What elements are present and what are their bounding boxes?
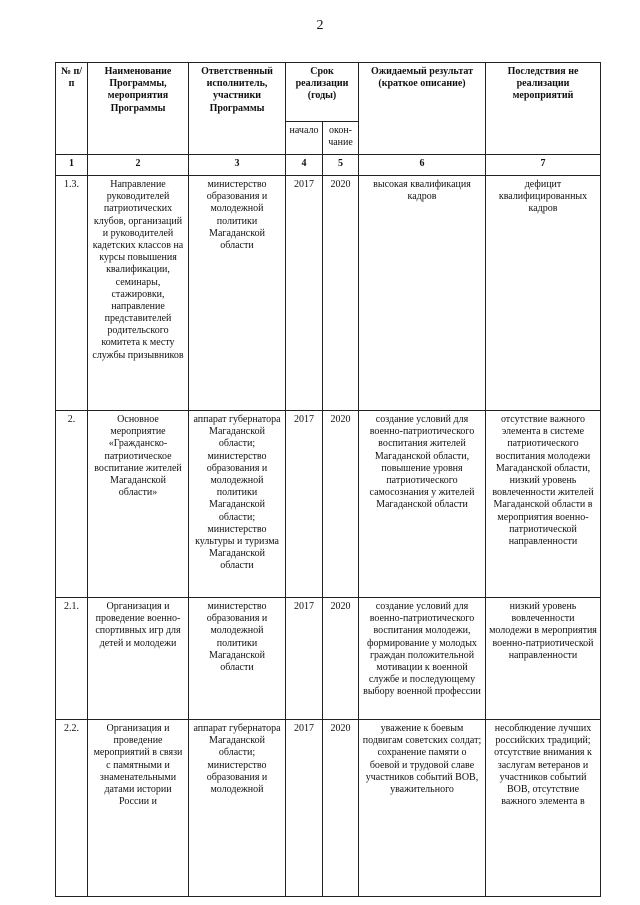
header-executor: Ответственный исполнитель, участники Программы [189, 63, 286, 155]
row-start: 2017 [286, 176, 323, 411]
column-number: 5 [323, 155, 359, 176]
column-number: 7 [486, 155, 601, 176]
header-end: окон-чание [323, 122, 359, 155]
row-result: создание условий для военно-патриотического воспитания молодежи, формирование у молодых граждан положительной мотивации к военной службе и последующему выбору военной профессии [359, 598, 486, 720]
row-start: 2017 [286, 720, 323, 897]
row-end: 2020 [323, 176, 359, 411]
table-row [56, 598, 601, 720]
header-consequence: Последствия не реализации мероприятий [486, 63, 601, 155]
row-executor: аппарат губернатора Магаданской области; министерство образования и молодежной политики Магаданской области; министерство культуры и туризма Магаданской области [189, 411, 286, 598]
row-name: Направление руководителей патриотических клубов, организаций и руководителей кадетских классов на курсы повышения квалификации, семинары, стажировки, направление представителей родительского комитета к месту службы призывников [88, 176, 189, 411]
row-number: 2.1. [56, 598, 88, 720]
row-name: Организация и проведение мероприятий в связи с памятными и знаменательными датами истории России и [88, 720, 189, 897]
row-result: создание условий для военно-патриотического воспитания жителей Магаданской области, повышение уровня патриотического самосознания у жителей Магаданской области [359, 411, 486, 598]
table-row [56, 411, 601, 598]
row-consequence: низкий уровень вовлеченности молодежи в мероприятия военно-патриотической направленности [486, 598, 601, 720]
row-end: 2020 [323, 411, 359, 598]
row-executor: министерство образования и молодежной политики Магаданской области [189, 598, 286, 720]
row-start: 2017 [286, 598, 323, 720]
page-number: 2 [316, 18, 324, 33]
column-number: 1 [56, 155, 88, 176]
row-end: 2020 [323, 598, 359, 720]
row-start: 2017 [286, 411, 323, 598]
header-num: № п/п [56, 63, 88, 155]
header-start: начало [286, 122, 323, 155]
row-name: Организация и проведение военно-спортивных игр для детей и молодежи [88, 598, 189, 720]
column-numbers-row [56, 155, 601, 176]
column-number: 3 [189, 155, 286, 176]
header-row [56, 63, 601, 122]
row-name: Основное мероприятие «Гражданско-патриотическое воспитание жителей Магаданской области» [88, 411, 189, 598]
row-executor: министерство образования и молодежной политики Магаданской области [189, 176, 286, 411]
column-number: 6 [359, 155, 486, 176]
header-result: Ожидаемый результат (краткое описание) [359, 63, 486, 155]
row-consequence: несоблюдение лучших российских традиций; отсутствие внимания к заслугам ветеранов и участников событий ВОВ, отсутствие важного элемента в [486, 720, 601, 897]
row-number: 2. [56, 411, 88, 598]
header-term: Срок реализации (годы) [286, 63, 359, 122]
row-end: 2020 [323, 720, 359, 897]
row-consequence: отсутствие важного элемента в системе патриотического воспитания молодежи Магаданской области, низкий уровень вовлеченности жителей Магаданской области в мероприятия военно-патриотической направленности [486, 411, 601, 598]
column-number: 4 [286, 155, 323, 176]
row-consequence: дефицит квалифицированных кадров [486, 176, 601, 411]
header-name: Наименование Программы, мероприятия Программы [88, 63, 189, 155]
row-result: уважение к боевым подвигам советских солдат; сохранение памяти о боевой и трудовой славе участников событий ВОВ, уважительного [359, 720, 486, 897]
row-executor: аппарат губернатора Магаданской области; министерство образования и молодежной [189, 720, 286, 897]
row-result: высокая квалификация кадров [359, 176, 486, 411]
table-row [56, 176, 601, 411]
row-number: 2.2. [56, 720, 88, 897]
row-number: 1.3. [56, 176, 88, 411]
column-number: 2 [88, 155, 189, 176]
program-table [55, 62, 601, 897]
table-row [56, 720, 601, 897]
